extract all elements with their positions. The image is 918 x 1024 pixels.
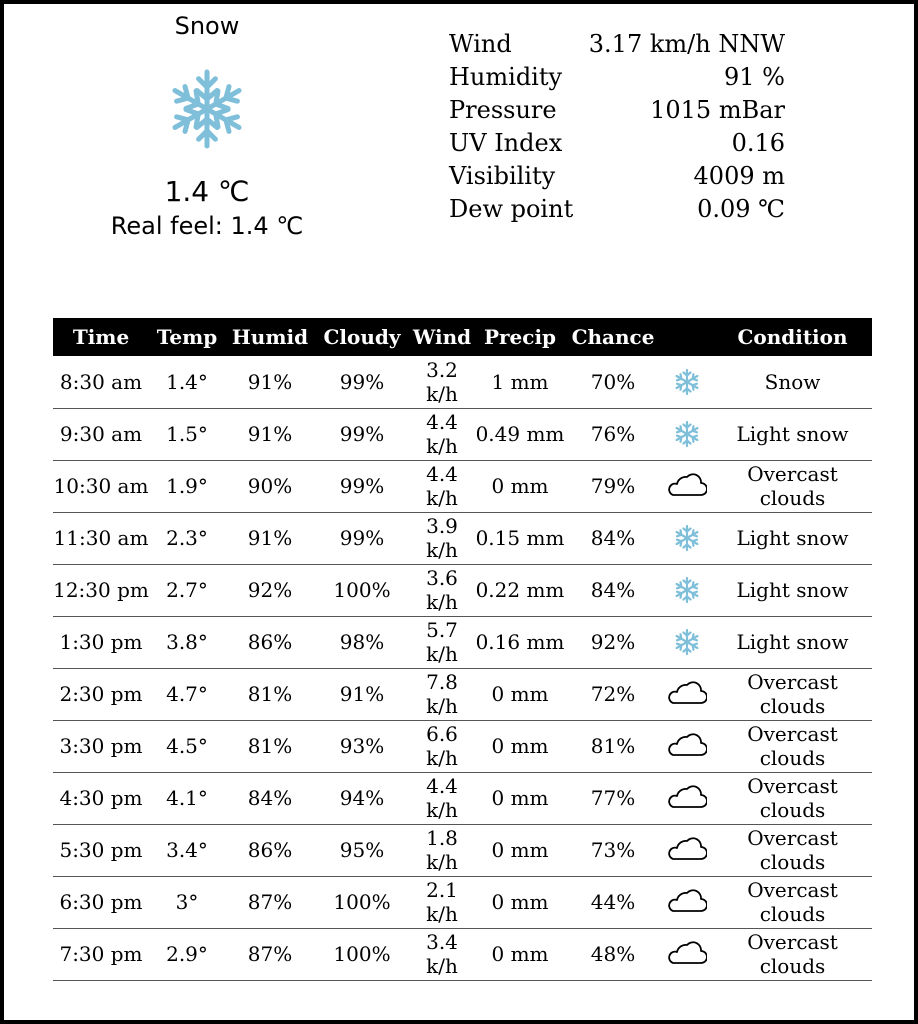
snowflake-icon [667,522,707,554]
condition-cell: Overcast clouds [713,460,872,512]
time-cell: 1:30 pm [53,616,149,668]
detail-wind [449,28,785,61]
current-conditions [104,10,310,241]
condition-cell: Light snow [713,408,872,460]
detail-label: Visibility [449,162,556,190]
table-row [53,876,872,928]
time-cell: 4:30 pm [53,772,149,824]
hourly-rows [53,356,872,980]
temp-cell: 2.7° [149,564,225,616]
cloudy-cell: 100% [315,928,409,980]
time-cell: 2:30 pm [53,668,149,720]
snowflake-icon [667,626,707,658]
condition-icon-cell [661,356,713,408]
humid-cell: 86% [225,824,315,876]
cloud-icon [667,470,707,502]
precip-cell: 0 mm [475,720,565,772]
temp-cell: 4.1° [149,772,225,824]
detail-label: Pressure [449,96,557,124]
chance-cell: 81% [565,720,661,772]
temp-cell: 1.4° [149,356,225,408]
time-cell: 12:30 pm [53,564,149,616]
detail-value: 3.17 km/h NNW [588,30,785,58]
cloudy-cell: 100% [315,564,409,616]
chance-cell: 72% [565,668,661,720]
condition-icon-cell [661,824,713,876]
condition-cell: Overcast clouds [713,876,872,928]
precip-cell: 0.15 mm [475,512,565,564]
table-row [53,460,872,512]
table-row [53,928,872,980]
detail-visibility [449,160,785,193]
condition-icon-cell [661,772,713,824]
temp-cell: 2.3° [149,512,225,564]
temp-cell: 3.4° [149,824,225,876]
chance-cell: 84% [565,564,661,616]
table-row [53,772,872,824]
wind-cell: 4.4 k/h [409,408,475,460]
precip-cell: 0 mm [475,824,565,876]
condition-icon-cell [661,460,713,512]
time-cell: 7:30 pm [53,928,149,980]
wind-cell: 3.4 k/h [409,928,475,980]
precip-cell: 0.16 mm [475,616,565,668]
table-header-row [53,318,872,356]
precip-cell: 1 mm [475,356,565,408]
chance-cell: 73% [565,824,661,876]
humid-cell: 81% [225,668,315,720]
detail-pressure [449,94,785,127]
cloud-icon [667,938,707,970]
column-header-temp: Temp [156,325,218,349]
precip-cell: 0 mm [475,928,565,980]
humid-cell: 91% [225,512,315,564]
table-row [53,824,872,876]
humid-cell: 91% [225,356,315,408]
cloud-icon [667,782,707,814]
cloud-icon [667,834,707,866]
table-row [53,356,872,408]
condition-cell: Overcast clouds [713,668,872,720]
chance-cell: 48% [565,928,661,980]
humid-cell: 87% [225,928,315,980]
time-cell: 8:30 am [53,356,149,408]
time-cell: 10:30 am [53,460,149,512]
snowflake-icon [667,574,707,606]
condition-cell: Overcast clouds [713,772,872,824]
real-feel: Real feel: 1.4 ℃ [110,212,304,240]
hourly-forecast-table [53,318,872,981]
cloudy-cell: 93% [315,720,409,772]
wind-cell: 6.6 k/h [409,720,475,772]
wind-cell: 2.1 k/h [409,876,475,928]
chance-cell: 76% [565,408,661,460]
condition-icon-cell [661,668,713,720]
detail-label: Dew point [449,195,574,223]
condition-cell: Light snow [713,564,872,616]
weather-details [449,28,785,226]
detail-value: 1015 mBar [650,96,785,124]
wind-cell: 1.8 k/h [409,824,475,876]
chance-cell: 79% [565,460,661,512]
time-cell: 11:30 am [53,512,149,564]
chance-cell: 70% [565,356,661,408]
wind-cell: 4.4 k/h [409,772,475,824]
humid-cell: 86% [225,616,315,668]
precip-cell: 0 mm [475,772,565,824]
wind-cell: 5.7 k/h [409,616,475,668]
humid-cell: 81% [225,720,315,772]
condition-icon-cell [661,876,713,928]
condition-cell: Overcast clouds [713,824,872,876]
wind-cell: 4.4 k/h [409,460,475,512]
snowflake-icon [165,67,249,151]
condition-cell: Snow [713,356,872,408]
condition-icon-cell [661,564,713,616]
chance-cell: 77% [565,772,661,824]
cloudy-cell: 99% [315,512,409,564]
humid-cell: 91% [225,408,315,460]
cloudy-cell: 91% [315,668,409,720]
temp-cell: 4.7° [149,668,225,720]
wind-cell: 3.9 k/h [409,512,475,564]
column-header-wind: Wind [412,325,472,349]
wind-cell: 3.2 k/h [409,356,475,408]
cloudy-cell: 99% [315,356,409,408]
column-header-time: Time [72,325,130,349]
cloud-icon [667,730,707,762]
column-header-precip: Precip [483,325,557,349]
temp-cell: 1.9° [149,460,225,512]
cloudy-cell: 100% [315,876,409,928]
precip-cell: 0 mm [475,876,565,928]
temp-cell: 2.9° [149,928,225,980]
time-cell: 6:30 pm [53,876,149,928]
detail-value: 0.16 [731,129,785,157]
detail-humidity [449,61,785,94]
temp-cell: 3.8° [149,616,225,668]
column-header-icon [661,318,713,356]
precip-cell: 0 mm [475,460,565,512]
detail-label: UV Index [449,129,563,157]
time-cell: 3:30 pm [53,720,149,772]
condition-icon-cell [661,720,713,772]
condition-icon-cell [661,512,713,564]
cloud-icon [667,886,707,918]
column-header-cloudy: Cloudy [323,325,401,349]
detail-uv-index [449,127,785,160]
detail-dew-point [449,193,785,226]
cloudy-cell: 94% [315,772,409,824]
humid-cell: 87% [225,876,315,928]
condition-icon-cell [661,408,713,460]
table-row [53,616,872,668]
chance-cell: 84% [565,512,661,564]
condition-icon-cell [661,928,713,980]
precip-cell: 0.22 mm [475,564,565,616]
time-cell: 9:30 am [53,408,149,460]
column-header-condition: Condition [737,325,848,349]
detail-value: 4009 m [693,162,785,190]
temp-cell: 4.5° [149,720,225,772]
snowflake-icon [667,418,707,450]
table-row [53,564,872,616]
temp-cell: 1.5° [149,408,225,460]
humid-cell: 84% [225,772,315,824]
condition-cell: Light snow [713,512,872,564]
cloudy-cell: 99% [315,408,409,460]
precip-cell: 0.49 mm [475,408,565,460]
humid-cell: 92% [225,564,315,616]
chance-cell: 44% [565,876,661,928]
column-header-chance: Chance [571,325,655,349]
snowflake-icon [667,366,707,398]
detail-value: 0.09 ℃ [697,195,785,223]
column-header-humid: Humid [231,325,309,349]
current-temperature: 1.4 ℃ [164,175,250,208]
cloudy-cell: 98% [315,616,409,668]
precip-cell: 0 mm [475,668,565,720]
time-cell: 5:30 pm [53,824,149,876]
cloudy-cell: 99% [315,460,409,512]
detail-value: 91 % [724,63,785,91]
condition-cell: Light snow [713,616,872,668]
wind-cell: 7.8 k/h [409,668,475,720]
chance-cell: 92% [565,616,661,668]
wind-cell: 3.6 k/h [409,564,475,616]
humid-cell: 90% [225,460,315,512]
detail-label: Wind [449,30,512,58]
current-condition-label: Snow [174,12,240,40]
temp-cell: 3° [149,876,225,928]
table-row [53,512,872,564]
table-row [53,720,872,772]
condition-cell: Overcast clouds [713,720,872,772]
table-row [53,668,872,720]
condition-cell: Overcast clouds [713,928,872,980]
cloudy-cell: 95% [315,824,409,876]
detail-label: Humidity [449,63,563,91]
table-row [53,408,872,460]
condition-icon-cell [661,616,713,668]
cloud-icon [667,678,707,710]
